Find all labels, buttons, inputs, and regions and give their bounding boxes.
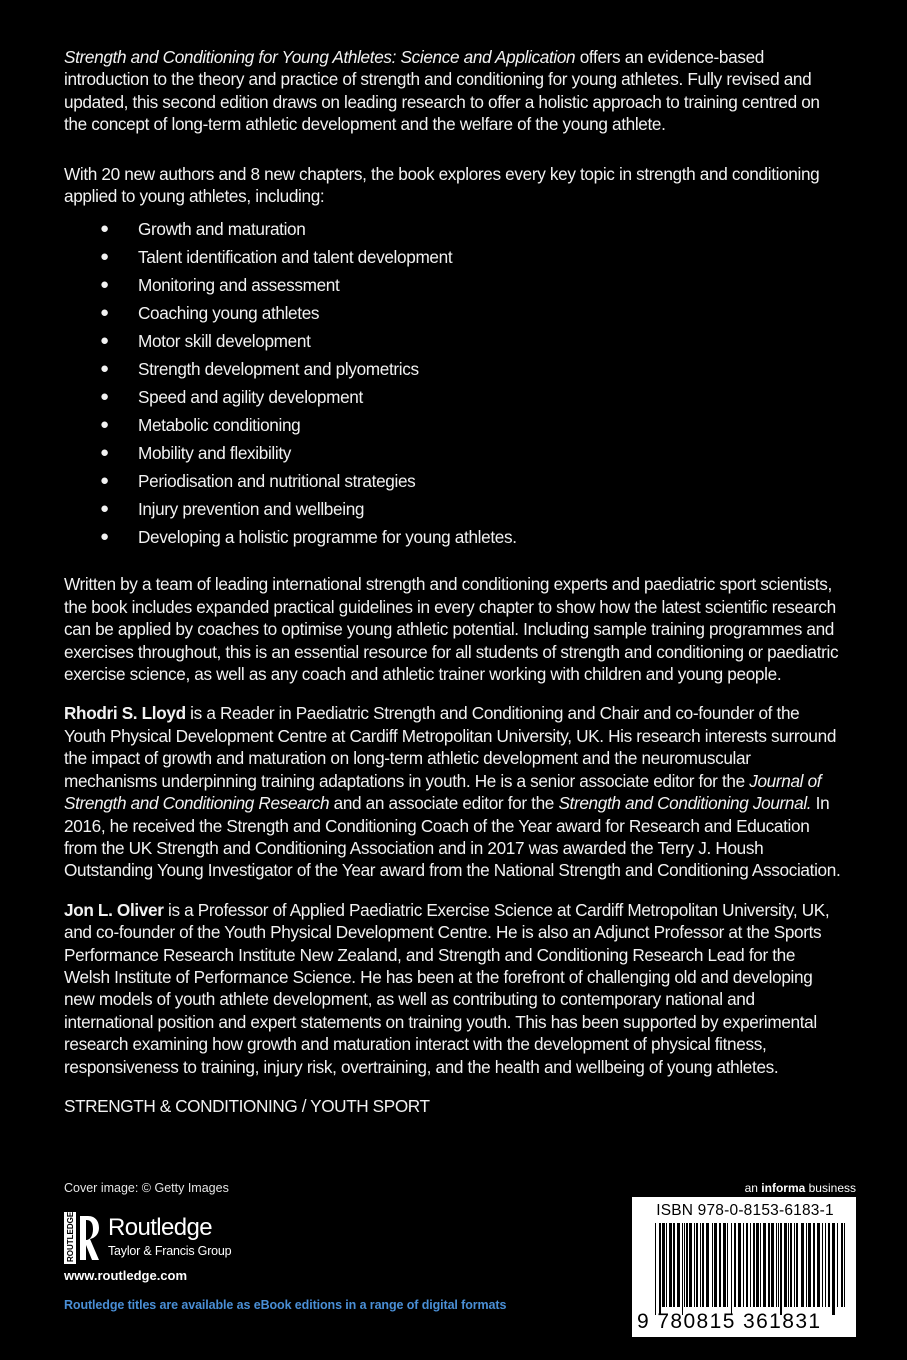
publisher-url[interactable]: www.routledge.com <box>64 1268 188 1283</box>
back-cover-text <box>64 46 844 1117</box>
list-item: ● Speed and agility development <box>64 383 844 411</box>
barcode-bar <box>702 1223 704 1307</box>
barcode-bar <box>743 1223 744 1307</box>
barcode-bar <box>673 1223 675 1307</box>
bullet-icon: ● <box>100 472 109 490</box>
barcode-bar <box>832 1223 835 1315</box>
list-item: ● Talent identification and talent development <box>64 243 844 271</box>
list-item: ● Monitoring and assessment <box>64 271 844 299</box>
barcode-bar <box>750 1223 751 1307</box>
barcode-bar <box>841 1223 843 1307</box>
routledge-logo-icon <box>64 1212 100 1264</box>
barcode-bar <box>694 1223 695 1307</box>
barcode-bar <box>844 1223 845 1307</box>
barcode-bar <box>734 1223 736 1307</box>
barcode-bar <box>731 1223 732 1315</box>
list-item: ● Developing a holistic programme for young athletes. <box>64 523 844 551</box>
barcode-bar <box>817 1223 820 1307</box>
barcode-bar <box>784 1223 787 1307</box>
list-item: ● Mobility and flexibility <box>64 439 844 467</box>
barcode-bar <box>768 1223 770 1307</box>
publisher-group: Taylor & Francis Group <box>108 1244 232 1258</box>
barcode-bar <box>837 1223 838 1307</box>
bullet-icon: ● <box>100 500 109 518</box>
barcode-bar <box>706 1223 709 1307</box>
bullet-icon: ● <box>100 304 109 322</box>
list-item: ● Strength development and plyometrics <box>64 355 844 383</box>
barcode-bar <box>808 1223 811 1307</box>
cover-credit: Cover image: © Getty Images <box>64 1181 229 1195</box>
barcode-bar <box>796 1223 798 1307</box>
informa-tagline: an informa business <box>744 1181 856 1195</box>
journal-title: Journal of Strength and Conditioning Research <box>64 770 822 814</box>
list-item: ● Injury prevention and wellbeing <box>64 495 844 523</box>
book-title: Strength and Conditioning for Young Athletes: Science and Application <box>64 47 576 67</box>
barcode-bar <box>746 1223 748 1307</box>
barcode-bar <box>763 1223 766 1307</box>
barcode-bar <box>776 1223 777 1307</box>
barcode-bar <box>684 1223 685 1307</box>
intro-text: offers an evidence-based introduction to the theory and practice of strength and conditioning for young athletes. Fully revised and updated, this second edition draws on leading research to offer a holistic approach to training centred on the concept of long-term athletic development and the welfare of the young athlete. <box>64 47 820 135</box>
author2-name: Jon L. Oliver <box>64 899 164 920</box>
bullet-icon: ● <box>100 388 109 406</box>
subject-category: STRENGTH & CONDITIONING / YOUTH SPORT <box>64 1095 430 1116</box>
barcode-bar <box>778 1223 779 1307</box>
barcode-bar <box>788 1223 789 1307</box>
barcode-bar <box>727 1223 728 1307</box>
publisher-name: Routledge <box>108 1214 213 1241</box>
ebook-note: Routledge titles are available as eBook editions in a range of digital formats <box>64 1298 507 1312</box>
list-item: ● Coaching young athletes <box>64 299 844 327</box>
bullet-icon: ● <box>100 248 109 266</box>
barcode-bar <box>696 1223 698 1307</box>
routledge-logo <box>64 1212 264 1264</box>
barcode-bar <box>813 1223 815 1307</box>
topics-lead: With 20 new authors and 8 new chapters, the book explores every key topic in strength and conditioning applied to young athletes, including: <box>64 163 820 207</box>
isbn-barcode <box>632 1197 856 1337</box>
barcode-bar <box>689 1223 692 1307</box>
barcode-bar <box>801 1223 804 1307</box>
bullet-icon: ● <box>100 444 109 462</box>
barcode-bar <box>794 1223 795 1307</box>
barcode-bar <box>677 1223 680 1307</box>
bullet-icon: ● <box>100 360 109 378</box>
list-item: ● Metabolic conditioning <box>64 411 844 439</box>
informa-brand: informa <box>761 1181 806 1195</box>
barcode-bar <box>790 1223 792 1307</box>
bullet-icon: ● <box>100 528 109 546</box>
list-item: ● Periodisation and nutritional strategies <box>64 467 844 495</box>
author1-name: Rhodri S. Lloyd <box>64 703 186 724</box>
barcode-bar <box>771 1223 774 1307</box>
journal-title: Strength and Conditioning Journal. <box>558 793 812 814</box>
barcode-bar <box>719 1223 721 1307</box>
barcode-bar <box>806 1223 807 1307</box>
barcode-bar <box>666 1223 667 1307</box>
vertical-mark-text: ROUTLEDGE <box>66 1212 75 1262</box>
barcode-bar <box>723 1223 726 1307</box>
intro-paragraph <box>64 46 844 136</box>
barcode-bar <box>780 1223 782 1315</box>
barcode-bar <box>738 1223 741 1307</box>
barcode-bar <box>659 1223 661 1315</box>
barcode-digits: 9 780815 361831 <box>637 1310 822 1333</box>
bullet-icon: ● <box>100 332 109 350</box>
barcode-bar <box>825 1223 826 1307</box>
barcode-bar <box>662 1223 665 1307</box>
barcode-bar <box>753 1223 755 1307</box>
bullet-icon: ● <box>100 220 109 238</box>
barcode-bar <box>712 1223 713 1307</box>
barcode-bar <box>682 1223 683 1315</box>
barcode-bar <box>669 1223 672 1307</box>
bullet-icon: ● <box>100 276 109 294</box>
barcode-bar <box>756 1223 759 1307</box>
barcode-bar <box>760 1223 761 1307</box>
barcode-bar <box>655 1223 656 1315</box>
isbn-label: ISBN 978-0-8153-6183-1 <box>656 1202 834 1219</box>
barcode-bar <box>686 1223 688 1307</box>
bullet-icon: ● <box>100 416 109 434</box>
list-item: ● Motor skill development <box>64 327 844 355</box>
author1-bio: Rhodri S. Lloyd is a Reader in Paediatric Strength and Conditioning and Chair and co-founder of the Youth Physical Development Centre at Cardiff Metropolitan University, UK. His research interests surround the impact of growth and maturation on long-term athletic development and the neuromuscular mechanisms underpinning training adaptations in youth. He is a senior associate editor for the Journal of Strength and Conditioning Research and an associate editor for the Strength and Conditioning Journal. In 2016, he received the Strength and Conditioning Coach of the Year award for Research and Education from the UK Strength and Conditioning Association and in 2017 was awarded the Terry J. Housh Outstanding Young Investigator of the Year award from the National Strength and Conditioning Association. <box>64 703 841 881</box>
barcode-bar <box>700 1223 701 1307</box>
author2-bio: Jon L. Oliver is a Professor of Applied Paediatric Exercise Science at Cardiff Metropolitan University, UK, and co-founder of the Youth Physical Development Centre. He is also an Adjunct Professor at the Sports Performance Research Institute New Zealand, and Strength and Conditioning Research Lead for the Welsh Institute of Performance Science. He has been at the forefront of challenging old and developing new models of youth athlete development, as well as contributing to contemporary national and international position and expert statements on training youth. This has been supported by experimental research examining how growth and maturation interact with the development of physical fitness, responsiveness to training, injury risk, overtraining, and the health and wellbeing of young athletes. <box>64 899 830 1077</box>
barcode-bar <box>822 1223 823 1307</box>
barcode-bar <box>828 1223 830 1307</box>
barcode-bar <box>714 1223 717 1307</box>
team-paragraph: Written by a team of leading international strength and conditioning experts and paediatric sport scientists, the book includes expanded practical guidelines in every chapter to show how the latest scientific research can be applied by coaches to optimise young athletic potential. Including sample training programmes and exercises throughout, this is an essential resource for all students of strength and conditioning or paediatric exercise science, as well as any coach and athletic trainer working with children and young people. <box>64 574 839 685</box>
list-item: ● Growth and maturation <box>64 215 844 243</box>
topics-list <box>64 215 844 551</box>
barcode-bars <box>655 1223 847 1315</box>
